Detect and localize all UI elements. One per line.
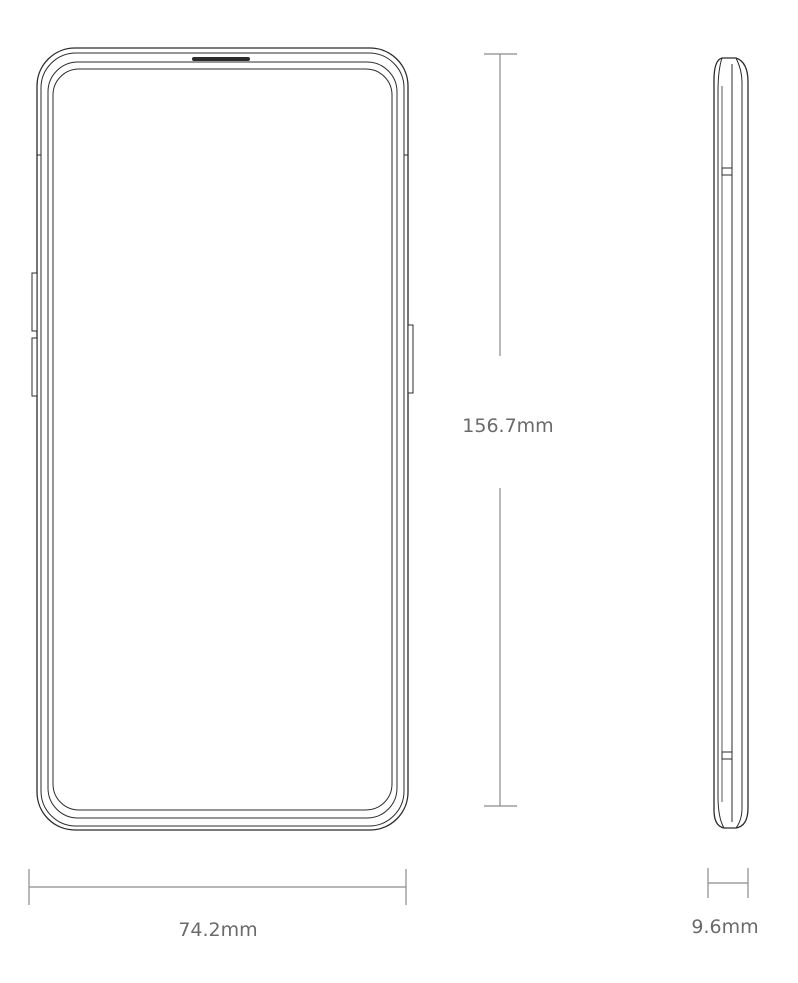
earpiece-grille [192,57,250,61]
height-label: 156.7mm [462,415,554,437]
width-label: 74.2mm [178,919,258,941]
phone-frame-inner-edge [41,53,404,826]
phone-side-view [714,58,748,828]
side-button-upper [722,168,732,175]
side-button-lower [722,752,732,759]
volume-down-button [32,338,37,396]
display-area [53,69,392,810]
volume-up-button [32,273,37,331]
phone-outer-frame [37,48,408,830]
side-profile-outer [714,58,748,828]
thickness-label: 9.6mm [691,916,759,938]
side-profile-front-curve [718,58,724,828]
screen-bezel [48,62,397,818]
width-dimension [29,869,406,905]
side-profile-back-curve [736,58,742,828]
power-button [408,325,413,393]
phone-front-view [32,48,413,830]
thickness-dimension [708,868,748,898]
